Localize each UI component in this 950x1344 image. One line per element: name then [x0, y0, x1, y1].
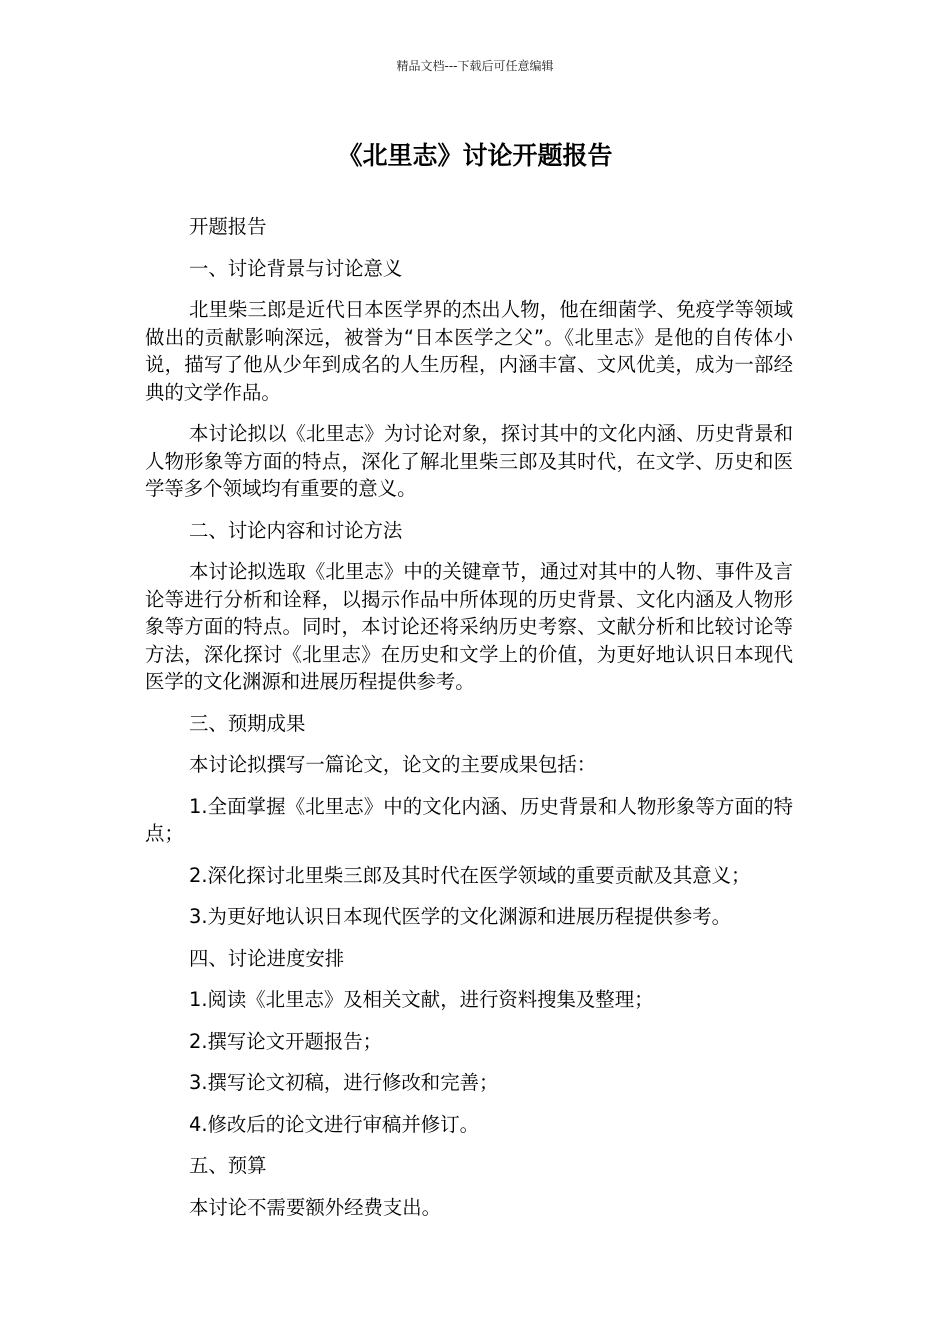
- document-title: 《北里志》讨论开题报告: [337, 141, 613, 170]
- paragraph-budget: 本讨论不需要额外经费支出。: [189, 1195, 442, 1219]
- list-item-schedule-1: 1.阅读《北里志》及相关文献，进行资料搜集及整理；: [189, 988, 654, 1011]
- paragraph-expected-intro: 本讨论拟撰写一篇论文，论文的主要成果包括：: [189, 753, 597, 776]
- list-item-schedule-2: 2.撰写论文开题报告；: [189, 1029, 383, 1053]
- paragraph-report-label: 开题报告: [189, 215, 267, 238]
- heading-budget: 五、预算: [189, 1154, 267, 1177]
- heading-background: 一、讨论背景与讨论意义: [189, 256, 403, 280]
- paragraph-background-1: 北里柴三郎是近代日本医学界的杰出人物，他在细菌学、免疫学等领域做出的贡献影响深远，被誉为“日本医学之父”。《北里志》是他的自传体小说，描写了他从少年到成名的人生历程，内涵丰富、文风优美，成为一部经典的文学作品。: [145, 298, 793, 404]
- heading-schedule: 四、讨论进度安排: [189, 946, 345, 970]
- heading-expected-results: 三、预期成果: [189, 711, 306, 735]
- list-item-result-3: 3.为更好地认识日本现代医学的文化渊源和进展历程提供参考。: [189, 905, 732, 928]
- heading-content-method: 二、讨论内容和讨论方法: [189, 518, 403, 542]
- document-body: [145, 213, 793, 1235]
- list-item-result-2: 2.深化探讨北里柴三郎及其时代在医学领域的重要贡献及其意义；: [189, 863, 751, 887]
- paragraph-background-2: 本讨论拟以《北里志》为讨论对象，探讨其中的文化内涵、历史背景和人物形象等方面的特点，深化了解北里柴三郎及其时代，在文学、历史和医学等多个领域均有重要的意义。: [145, 422, 793, 500]
- page-header: 精品文档---下载后可任意编辑: [396, 59, 554, 73]
- list-item-schedule-4: 4.修改后的论文进行审稿并修订。: [189, 1112, 479, 1136]
- list-item-schedule-3: 3.撰写论文初稿，进行修改和完善；: [189, 1071, 499, 1094]
- list-item-result-1: 1.全面掌握《北里志》中的文化内涵、历史背景和人物形象等方面的特点；: [145, 794, 793, 845]
- paragraph-content-method: 本讨论拟选取《北里志》中的关键章节，通过对其中的人物、事件及言论等进行分析和诠释，以揭示作品中所体现的历史背景、文化内涵及人物形象等方面的特点。同时，本讨论还将采纳历史考察、文献分析和比较讨论等方法，深化探讨《北里志》在历史和文学上的价值，为更好地认识日本现代医学的文化渊源和进展历程提供参考。: [145, 560, 793, 693]
